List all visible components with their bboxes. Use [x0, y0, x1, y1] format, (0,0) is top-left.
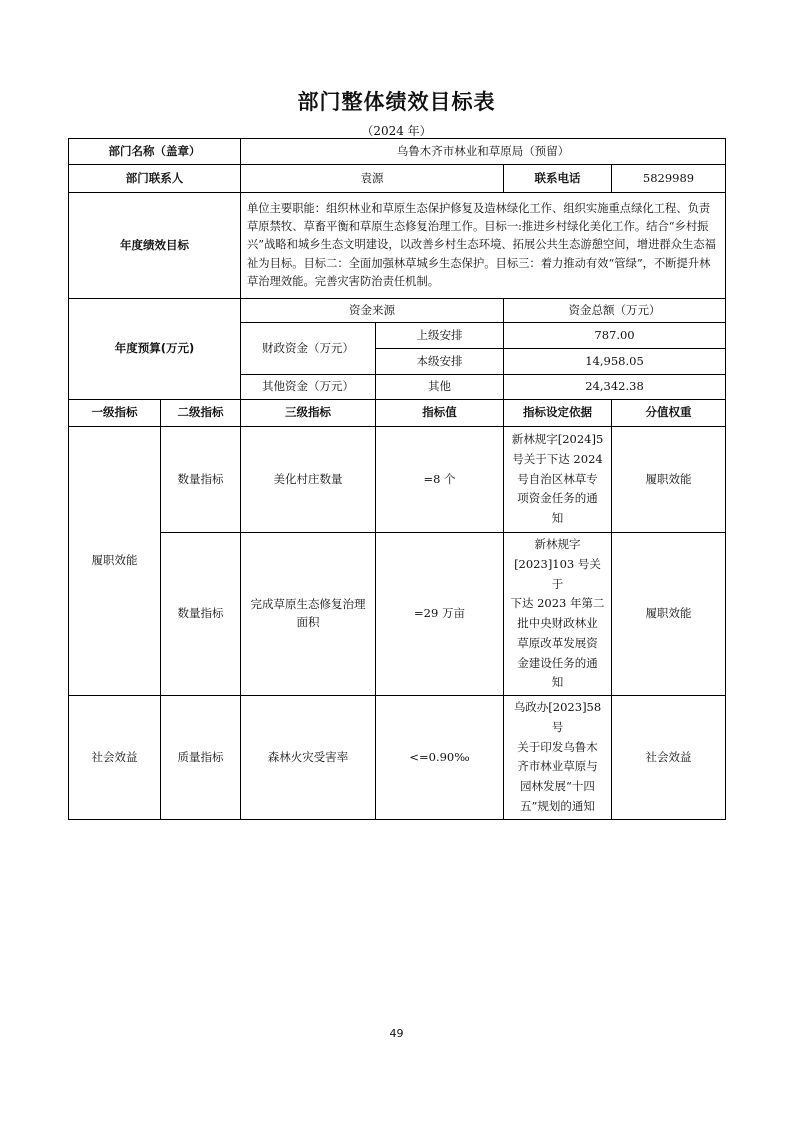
- header-level1: 一级指标: [69, 400, 161, 427]
- header-basis: 指标设定依据: [504, 400, 612, 427]
- header-weight: 分值权重: [612, 400, 726, 427]
- basis-line: 号关于下达 2024: [512, 451, 603, 466]
- year-label: （2024 年）: [361, 124, 432, 138]
- upper-label: 上级安排: [376, 323, 504, 349]
- basis-line: 下达 2023 年第二: [510, 596, 605, 611]
- weight-cell: 社会效益: [612, 696, 726, 820]
- amount-header: 资金总额（万元）: [504, 299, 726, 323]
- level3-line: 完成草原生态修复治理: [250, 597, 366, 612]
- other-label: 其他资金（万元）: [241, 375, 376, 400]
- page-number: 49: [389, 1027, 404, 1040]
- level1-cell: 履职效能: [69, 427, 161, 696]
- basis-line: 关于印发乌鲁木: [517, 739, 598, 754]
- value-cell: <=0.90‰: [376, 696, 504, 820]
- contact-row: [69, 165, 726, 193]
- table-row: [69, 533, 726, 696]
- dept-name-label: 部门名称（盖章）: [69, 139, 241, 165]
- header-value: 指标值: [376, 400, 504, 427]
- header-level3: 三级指标: [241, 400, 376, 427]
- basis-line: 号自治区林草专: [517, 471, 598, 486]
- goal-text: 单位主要职能：组织林业和草原生态保护修复及造林绿化工作、组织实施重点绿化工程、负责草原禁牧、草畜平衡和草原生态修复治理工作。目标一:推进乡村绿化美化工作。结合“乡村振兴”战略和城乡生态文明建设，以改善乡村生态环境、拓展公共生态游憩空间，增进群众生态福祉为目标。目标二：全面加强林草城乡生态保护。目标三：着力推动有效“管绿”，不断提升林草治理效能。完善灾害防治责任机制。: [241, 193, 726, 299]
- budget-header-row: [69, 299, 726, 323]
- contact-value: 袁源: [241, 165, 504, 193]
- level3-cell: 美化村庄数量: [241, 427, 376, 533]
- basis-line: 批中央财政林业: [517, 616, 598, 631]
- basis-cell: [504, 696, 612, 820]
- budget-label: 年度预算(万元): [69, 299, 241, 400]
- basis-cell: [504, 427, 612, 533]
- basis-line: 金建设任务的通: [517, 655, 598, 670]
- basis-line: 新林规字: [534, 537, 581, 551]
- weight-cell: 履职效能: [612, 427, 726, 533]
- level2-cell: 质量指标: [161, 696, 241, 820]
- level3-line: 面积: [296, 615, 320, 630]
- source-header: 资金来源: [241, 299, 504, 323]
- phone-value: 5829989: [612, 165, 726, 193]
- basis-line: 新林规字[2024]5: [511, 432, 604, 447]
- dept-name-row: [69, 139, 726, 165]
- table-row: [69, 427, 726, 533]
- goal-row: [69, 193, 726, 299]
- basis-line: 项资金任务的通: [517, 491, 598, 506]
- contact-label: 部门联系人: [69, 165, 241, 193]
- level3-cell: 森林火灾受害率: [241, 696, 376, 820]
- other-sub-label: 其他: [376, 375, 504, 400]
- local-value: 14,958.05: [504, 349, 726, 375]
- table-row: [69, 696, 726, 820]
- basis-line: 五”规划的通知: [520, 798, 595, 813]
- fiscal-label: 财政资金（万元）: [241, 323, 376, 375]
- value-cell: =29 万亩: [376, 533, 504, 696]
- local-label: 本级安排: [376, 349, 504, 375]
- value-cell: =8 个: [376, 427, 504, 533]
- goal-label: 年度绩效目标: [69, 193, 241, 299]
- basis-line: 草原改革发展资: [517, 635, 598, 650]
- indicator-header-row: [69, 400, 726, 427]
- header-level2: 二级指标: [161, 400, 241, 427]
- basis-line: 知: [551, 675, 564, 690]
- level3-cell: [241, 533, 376, 696]
- basis-line: 园林发展“十四: [520, 779, 595, 794]
- basis-line: [2023]103 号关于: [514, 556, 601, 591]
- basis-line: 乌政办[2023]58 号: [513, 700, 602, 734]
- basis-cell: [504, 533, 612, 696]
- other-value: 24,342.38: [504, 375, 726, 400]
- phone-label: 联系电话: [504, 165, 612, 193]
- upper-value: 787.00: [504, 323, 726, 349]
- page-title: 部门整体绩效目标表: [297, 90, 496, 114]
- basis-line: 知: [551, 511, 564, 526]
- weight-cell: 履职效能: [612, 533, 726, 696]
- level2-cell: 数量指标: [161, 427, 241, 533]
- performance-table: [68, 138, 726, 820]
- level2-cell: 数量指标: [161, 533, 241, 696]
- basis-line: 齐市林业草原与: [517, 759, 598, 774]
- level1-cell: 社会效益: [69, 696, 161, 820]
- dept-name-value: 乌鲁木齐市林业和草原局（预留）: [241, 139, 726, 165]
